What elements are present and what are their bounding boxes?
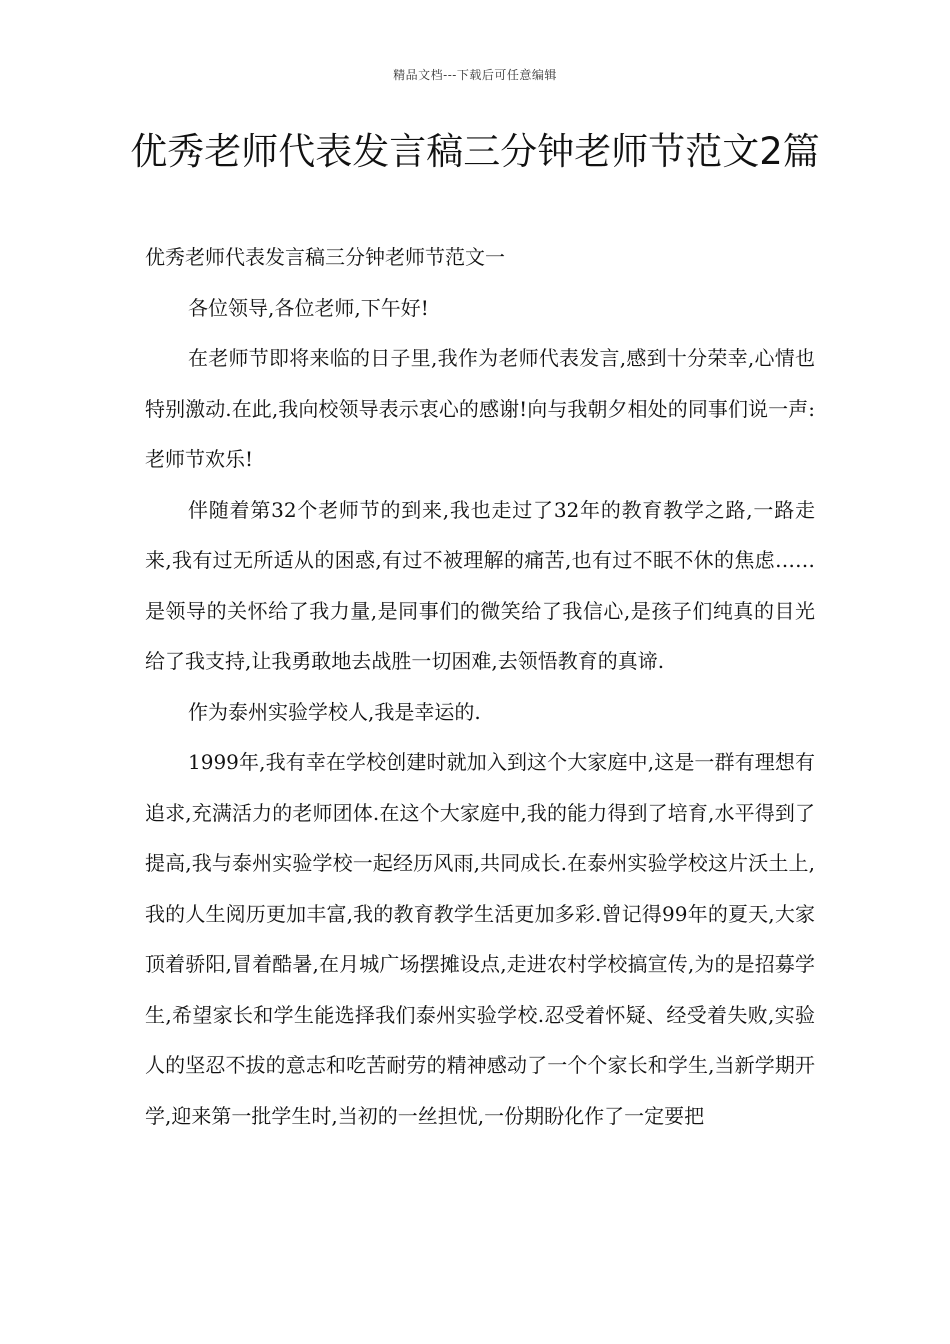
section-heading: 优秀老师代表发言稿三分钟老师节范文一 xyxy=(145,245,505,269)
header-note: 精品文档---下载后可任意编辑 xyxy=(393,68,557,82)
paragraph-greeting: 各位领导,各位老师,下午好! xyxy=(188,295,429,320)
document-title: 优秀老师代表发言稿三分钟老师节范文2篇 xyxy=(130,130,820,173)
document-body xyxy=(145,232,815,1141)
paragraph: 在老师节即将来临的日子里,我作为老师代表发言,感到十分荣幸,心情也特别激动.在此,我向校领导表示衷心的感谢!向与我朝夕相处的同事们说一声:老师节欢乐! xyxy=(145,346,815,471)
paragraph: 作为泰州实验学校人,我是幸运的. xyxy=(188,699,481,724)
paragraph: 伴随着第32个老师节的到来,我也走过了32年的教育教学之路,一路走来,我有过无所适从的困惑,有过不被理解的痛苦,也有过不眠不休的焦虑……是领导的关怀给了我力量,是同事们的微笑给了我信心,是孩子们纯真的目光给了我支持,让我勇敢地去战胜一切困难,去领悟教育的真谛. xyxy=(145,497,815,673)
paragraph: 1999年,我有幸在学校创建时就加入到这个大家庭中,这是一群有理想有追求,充满活力的老师团体.在这个大家庭中,我的能力得到了培育,水平得到了提高,我与泰州实验学校一起经历风雨,共同成长.在泰州实验学校这片沃土上,我的人生阅历更加丰富,我的教育教学生活更加多彩.曾记得99年的夏天,大家顶着骄阳,冒着酷暑,在月城广场摆摊设点,走进农村学校搞宣传,为的是招募学生,希望家长和学生能选择我们泰州实验学校.忍受着怀疑、经受着失败,实验人的坚忍不拔的意志和吃苦耐劳的精神感动了一个个家长和学生,当新学期开学,迎来第一批学生时,当初的一丝担忧,一份期盼化作了一定要把 xyxy=(145,750,815,1128)
